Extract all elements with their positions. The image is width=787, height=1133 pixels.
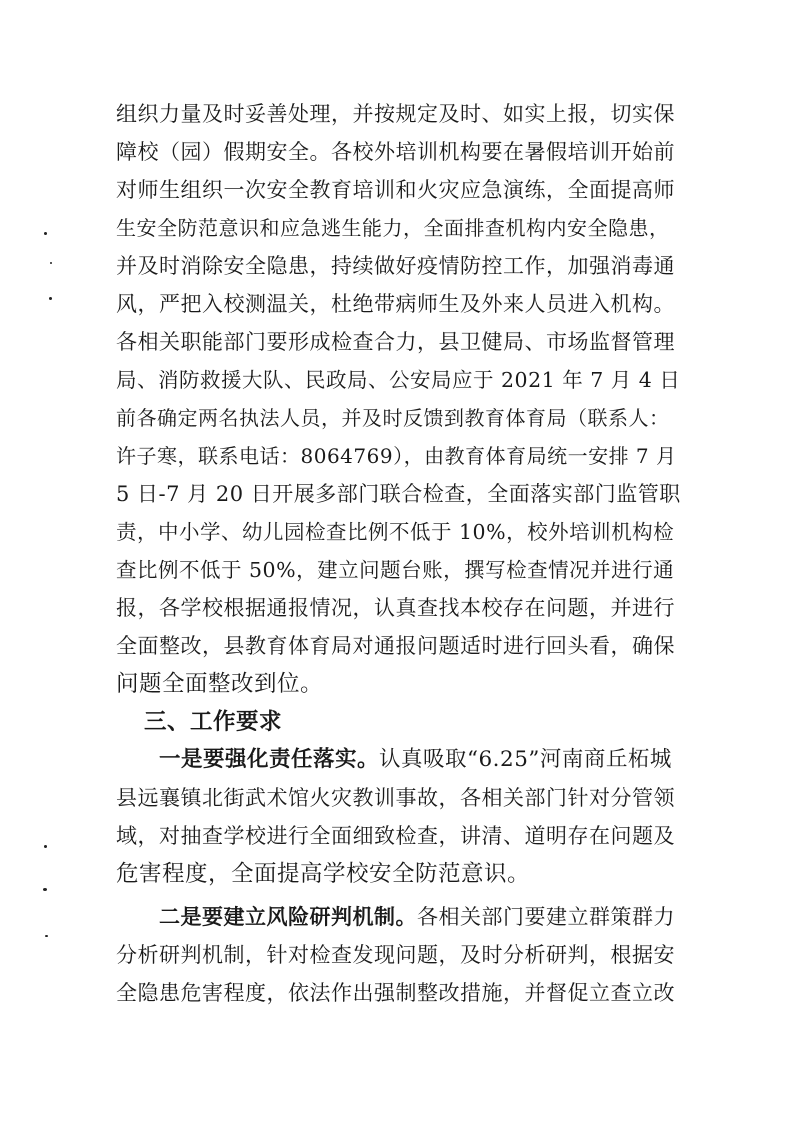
text-line: 危害程度，全面提高学校安全防范意识。: [116, 861, 531, 887]
text-line: 并及时消除安全隐患，持续做好疫情防控工作，加强消毒通: [116, 254, 675, 278]
text-line: 各相关职能部门要形成检查合力，县卫健局、市场监督管理: [116, 330, 675, 354]
paragraph-lead: 一是要强化责任落实。: [159, 747, 380, 772]
text-line: 分析研判机制，针对检查发现问题，及时分析研判，根据安: [116, 943, 675, 967]
text-line: 风，严把入校测温关，杜绝带病师生及外来人员进入机构。: [116, 292, 675, 316]
scan-speck: [45, 935, 48, 937]
scan-speck: [44, 845, 47, 848]
paragraph-first-line: [159, 745, 682, 775]
text-line: 5 日-7 月 20 日开展多部门联合检查，全面落实部门监管职: [116, 482, 681, 506]
paragraph-lead: 二是要建立风险研判机制。: [159, 905, 417, 929]
paragraph-text: 各相关部门要建立群策群力: [417, 905, 675, 929]
text-line: 许子寒，联系电话：8064769），由教育体育局统一安排 7 月: [116, 444, 677, 468]
scan-speck: [50, 262, 52, 264]
text-line: 责，中小学、幼儿园检查比例不低于 10%，校外培训机构检: [116, 520, 675, 544]
text-line: 障校（园）假期安全。各校外培训机构要在暑假培训开始前: [116, 140, 675, 164]
text-line: 全面整改，县教育体育局对通报问题适时进行回头看，确保: [116, 634, 675, 658]
text-line: 问题全面整改到位。: [116, 671, 324, 697]
text-line: 全隐患危害程度，依法作出强制整改措施，并督促立查立改: [116, 981, 675, 1005]
text-line: 查比例不低于 50%，建立问题台账，撰写检查情况并进行通: [116, 558, 675, 582]
paragraph-text: 认真吸取“6.25”河南商丘柘城: [379, 747, 672, 772]
text-line: 报，各学校根据通报情况，认真查找本校存在问题，并进行: [116, 596, 675, 620]
text-line: 县远襄镇北街武术馆火灾教训事故，各相关部门针对分管领: [116, 786, 675, 810]
scan-speck: [49, 297, 52, 300]
text-line: 组织力量及时妥善处理，并按规定及时、如实上报，切实保: [116, 102, 675, 126]
text-line: 域，对抽查学校进行全面细致检查，讲清、道明存在问题及: [116, 824, 675, 848]
text-line: 对师生组织一次安全教育培训和火灾应急演练，全面提高师: [116, 178, 675, 202]
paragraph-first-line: [159, 902, 682, 932]
text-line: 局、消防救援大队、民政局、公安局应于 2021 年 7 月 4 日: [116, 368, 681, 392]
text-line: 前各确定两名执法人员，并及时反馈到教育体育局（联系人：: [116, 406, 670, 430]
section-heading: 三、工作要求: [144, 709, 283, 735]
text-line: 生安全防范意识和应急逃生能力，全面排查机构内安全隐患，: [116, 216, 670, 240]
scan-speck: [44, 232, 47, 235]
scan-speck: [43, 888, 47, 891]
